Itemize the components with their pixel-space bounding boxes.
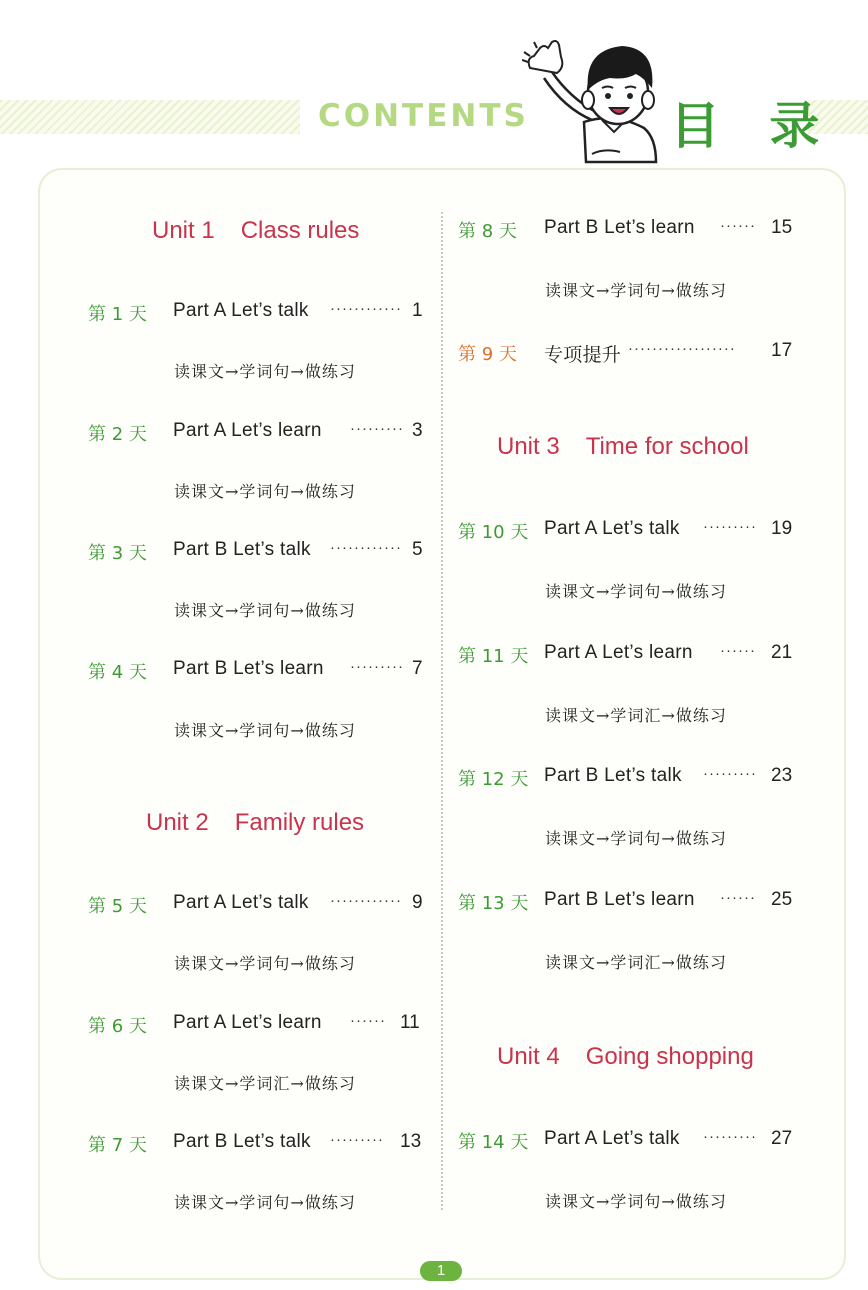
boy-waving-illustration (522, 38, 662, 170)
unit-number: Unit 3 (497, 433, 560, 460)
entry-title[interactable]: Part B Let’s talk (173, 539, 311, 560)
unit-number: Unit 2 (146, 809, 209, 836)
day-label: 第 2 天 (88, 424, 147, 445)
page-number: 7 (412, 658, 423, 679)
unit-name: Class rules (240, 217, 360, 244)
day-label: 第 7 天 (88, 1135, 147, 1156)
day-label: 第 11 天 (458, 646, 529, 667)
entry-subtitle: 读课文→学词句→做练习 (545, 1192, 727, 1211)
entry-subtitle: 读课文→学词句→做练习 (545, 582, 727, 601)
entry-title[interactable]: Part A Let’s talk (173, 300, 309, 321)
entry-title[interactable]: Part A Let’s talk (173, 892, 309, 913)
page-number: 23 (771, 765, 793, 786)
page-number: 5 (412, 539, 423, 560)
entry-subtitle: 读课文→学词句→做练习 (174, 721, 356, 740)
entry-subtitle: 读课文→学词句→做练习 (174, 954, 356, 973)
entry-title[interactable]: Part A Let’s learn (544, 642, 693, 663)
unit-heading (497, 433, 749, 461)
leader-dots: ······ (720, 217, 756, 234)
entry-title[interactable]: Part A Let’s talk (544, 518, 680, 539)
entry-title[interactable]: Part B Let’s learn (544, 217, 695, 238)
leader-dots: ········· (703, 518, 757, 535)
column-divider (441, 212, 443, 1210)
entry-subtitle: 读课文→学词句→做练习 (545, 281, 727, 300)
page-number-badge: 1 (420, 1261, 462, 1281)
day-label-special: 第 9 天 (458, 344, 517, 365)
unit-number: Unit 1 (152, 217, 215, 244)
entry-subtitle: 读课文→学词句→做练习 (174, 362, 356, 381)
leader-dots: ·················· (628, 340, 736, 357)
day-label: 第 8 天 (458, 221, 517, 242)
entry-title[interactable]: Part A Let’s talk (544, 1128, 680, 1149)
page-number: 9 (412, 892, 423, 913)
entry-subtitle: 读课文→学词汇→做练习 (545, 706, 727, 725)
entry-subtitle: 读课文→学词句→做练习 (174, 482, 356, 501)
contents-title: CONTENTS (318, 98, 529, 134)
leader-dots: ······ (720, 642, 756, 659)
day-label: 第 5 天 (88, 896, 147, 917)
leader-dots: ········· (703, 765, 757, 782)
entry-subtitle: 读课文→学词句→做练习 (545, 829, 727, 848)
page-number: 11 (400, 1012, 420, 1033)
unit-heading (152, 217, 359, 245)
entry-title[interactable]: Part A Let’s learn (173, 1012, 322, 1033)
entry-title[interactable]: Part B Let’s talk (544, 765, 682, 786)
entry-subtitle: 读课文→学词汇→做练习 (545, 953, 727, 972)
page-number: 25 (771, 889, 793, 910)
header-stripe-left (0, 100, 300, 134)
leader-dots: ············ (330, 892, 402, 909)
day-label: 第 1 天 (88, 304, 147, 325)
unit-number: Unit 4 (497, 1043, 560, 1070)
day-label: 第 6 天 (88, 1016, 147, 1037)
page-number: 21 (771, 642, 793, 663)
day-label: 第 14 天 (458, 1132, 529, 1153)
entry-subtitle: 读课文→学词句→做练习 (174, 1193, 356, 1212)
entry-title[interactable]: 专项提升 (544, 345, 622, 366)
page-number: 13 (400, 1131, 422, 1152)
day-label: 第 3 天 (88, 543, 147, 564)
leader-dots: ········· (350, 420, 404, 437)
leader-dots: ············ (330, 539, 402, 556)
entry-subtitle: 读课文→学词汇→做练习 (174, 1074, 356, 1093)
entry-title[interactable]: Part B Let’s talk (173, 1131, 311, 1152)
entry-title[interactable]: Part B Let’s learn (544, 889, 695, 910)
entry-subtitle: 读课文→学词句→做练习 (174, 601, 356, 620)
unit-name: Going shopping (585, 1043, 754, 1070)
day-label: 第 12 天 (458, 769, 529, 790)
leader-dots: ········· (330, 1131, 384, 1148)
unit-name: Family rules (234, 809, 365, 836)
leader-dots: ············ (330, 300, 402, 317)
entry-title[interactable]: Part B Let’s learn (173, 658, 324, 679)
leader-dots: ········· (350, 658, 404, 675)
unit-heading (146, 809, 364, 837)
leader-dots: ········· (703, 1128, 757, 1145)
page-number: 27 (771, 1128, 793, 1149)
leader-dots: ······ (350, 1012, 386, 1029)
page-number: 17 (771, 340, 793, 361)
chinese-title: 目 录 (670, 97, 836, 155)
day-label: 第 10 天 (458, 522, 529, 543)
page-number: 15 (771, 217, 793, 238)
page-number: 19 (771, 518, 793, 539)
entry-title[interactable]: Part A Let’s learn (173, 420, 322, 441)
page-number: 1 (412, 300, 423, 321)
leader-dots: ······ (720, 889, 756, 906)
day-label: 第 13 天 (458, 893, 529, 914)
unit-name: Time for school (585, 433, 749, 460)
day-label: 第 4 天 (88, 662, 147, 683)
page-number: 3 (412, 420, 423, 441)
unit-heading (497, 1043, 754, 1071)
